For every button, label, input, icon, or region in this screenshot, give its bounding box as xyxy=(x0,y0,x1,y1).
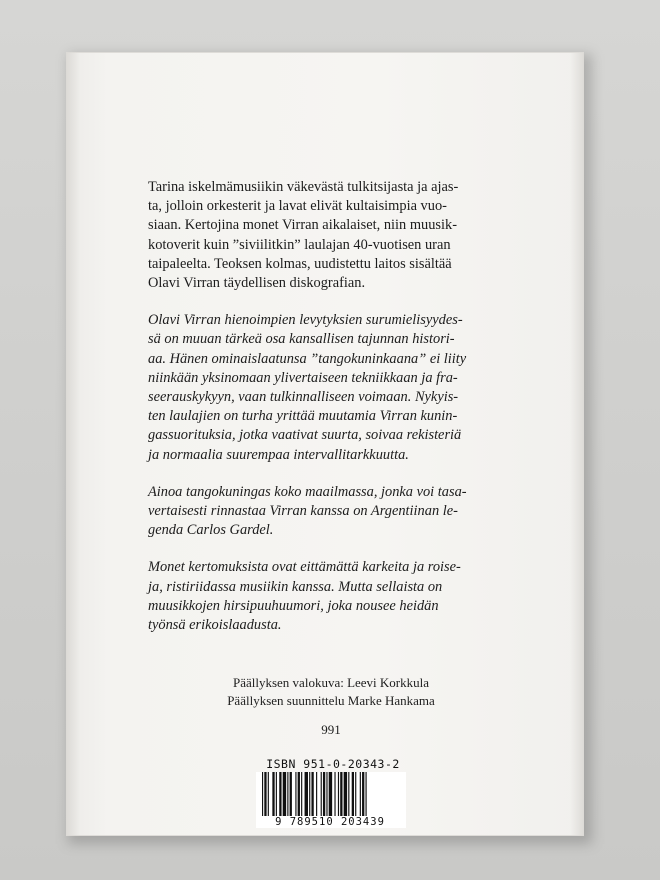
blurb-line: muusikkojen hirsipuuhuumori, joka nousee heidän xyxy=(148,597,439,614)
barcode-bar xyxy=(305,772,308,816)
paragraph-1 xyxy=(148,178,514,293)
barcode-bar xyxy=(360,772,361,816)
barcode-bar xyxy=(264,772,266,816)
blurb-line: taipaleelta. Teoksen kolmas, uudistettu laitos sisältää xyxy=(148,255,452,272)
blurb-text xyxy=(148,178,514,653)
barcode-bar xyxy=(283,772,286,816)
isbn-label: ISBN 951-0-20343-2 xyxy=(266,757,400,771)
barcode-bar xyxy=(316,772,317,816)
paragraph-3 xyxy=(148,483,514,541)
barcode-bar xyxy=(287,772,288,816)
barcode-digits: 9 789510 203439 xyxy=(275,816,385,828)
blurb-line: Tarina iskelmämusiikin väkevästä tulkitsijasta ja ajas- xyxy=(148,179,459,195)
barcode-bar xyxy=(262,772,263,816)
barcode-bar xyxy=(279,772,281,816)
blurb-line: ja, ristiriidassa musiikin kanssa. Mutta sellaista on xyxy=(148,578,443,595)
paragraph-2 xyxy=(148,311,514,465)
barcode-bar xyxy=(338,772,339,816)
barcode-bar xyxy=(309,772,310,816)
barcode-bars xyxy=(256,772,406,816)
blurb-line: niinkään yksinomaan ylivertaiseen tekniikkaan ja fra- xyxy=(148,369,458,386)
product-code: 991 xyxy=(321,722,341,737)
barcode-bar xyxy=(362,772,364,816)
blurb-line: siaan. Kertojina monet Virran aikalaiset, niin muusik- xyxy=(148,217,457,234)
barcode-bar xyxy=(355,772,356,816)
barcode-bar xyxy=(301,772,302,816)
photo-credit: Päällyksen valokuva: Leevi Korkkula xyxy=(232,675,430,690)
blurb-line: ten laulajien on turha yrittää muutamia Virran kunin- xyxy=(148,408,458,425)
barcode-bar xyxy=(334,772,335,816)
barcode-bar xyxy=(329,772,332,816)
barcode-bar xyxy=(295,772,296,816)
blurb-line: gassuorituksia, jotka vaativat suurta, soivaa rekisteriä xyxy=(148,427,462,444)
barcode-bar xyxy=(340,772,342,816)
barcode-bar xyxy=(348,772,349,816)
blurb-line: ta, jolloin orkesterit ja lavat elivät kultaisimpia vuo- xyxy=(148,198,447,215)
blurb-line: ja normaalia suurempaa intervallitarkkuutta. xyxy=(148,446,409,463)
blurb-line: Ainoa tangokuningas koko maailmassa, jonka voi tasa- xyxy=(148,483,467,500)
barcode-bar xyxy=(276,772,277,816)
blurb-line: Monet kertomuksista ovat eittämättä karkeita ja roise- xyxy=(148,559,461,576)
barcode-bar xyxy=(268,772,269,816)
blurb-line: aa. Hänen ominaislaatunsa ”tangokuninkaana” ei liity xyxy=(148,350,467,367)
barcode-bar xyxy=(352,772,354,816)
barcode-bar xyxy=(366,772,367,816)
barcode-bar xyxy=(298,772,300,816)
barcode-bar xyxy=(344,772,347,816)
barcode-bar xyxy=(272,772,274,816)
blurb-line: seerauskykyyn, vaan tulkinnalliseen voimaan. Nykyis- xyxy=(148,389,459,406)
design-credit: Päällyksen suunnittelu Marke Hankama xyxy=(227,693,435,708)
blurb-line: Olavi Virran täydellisen diskografian. xyxy=(148,275,366,292)
blurb-line: vertaisesti rinnastaa Virran kanssa on Argentiinan le- xyxy=(148,503,458,520)
blurb-line: Olavi Virran hienoimpien levytyksien surumielisyydes- xyxy=(148,312,463,329)
barcode-bar xyxy=(290,772,292,816)
blurb-line: kotoverit kuin ”siviilitkin” laulajan 40-vuotisen uran xyxy=(148,236,451,253)
paragraph-4 xyxy=(148,558,514,635)
blurb-line: työnsä erikoislaadusta. xyxy=(148,617,282,634)
blurb-line: sä on muuan tärkeä osa kansallisen tajunnan histori- xyxy=(148,331,455,348)
blurb-line: genda Carlos Gardel. xyxy=(148,522,274,539)
barcode-bar xyxy=(321,772,322,816)
cover-credits xyxy=(148,674,514,710)
barcode-bar xyxy=(323,772,325,816)
barcode-bar xyxy=(311,772,313,816)
barcode-bar xyxy=(326,772,327,816)
